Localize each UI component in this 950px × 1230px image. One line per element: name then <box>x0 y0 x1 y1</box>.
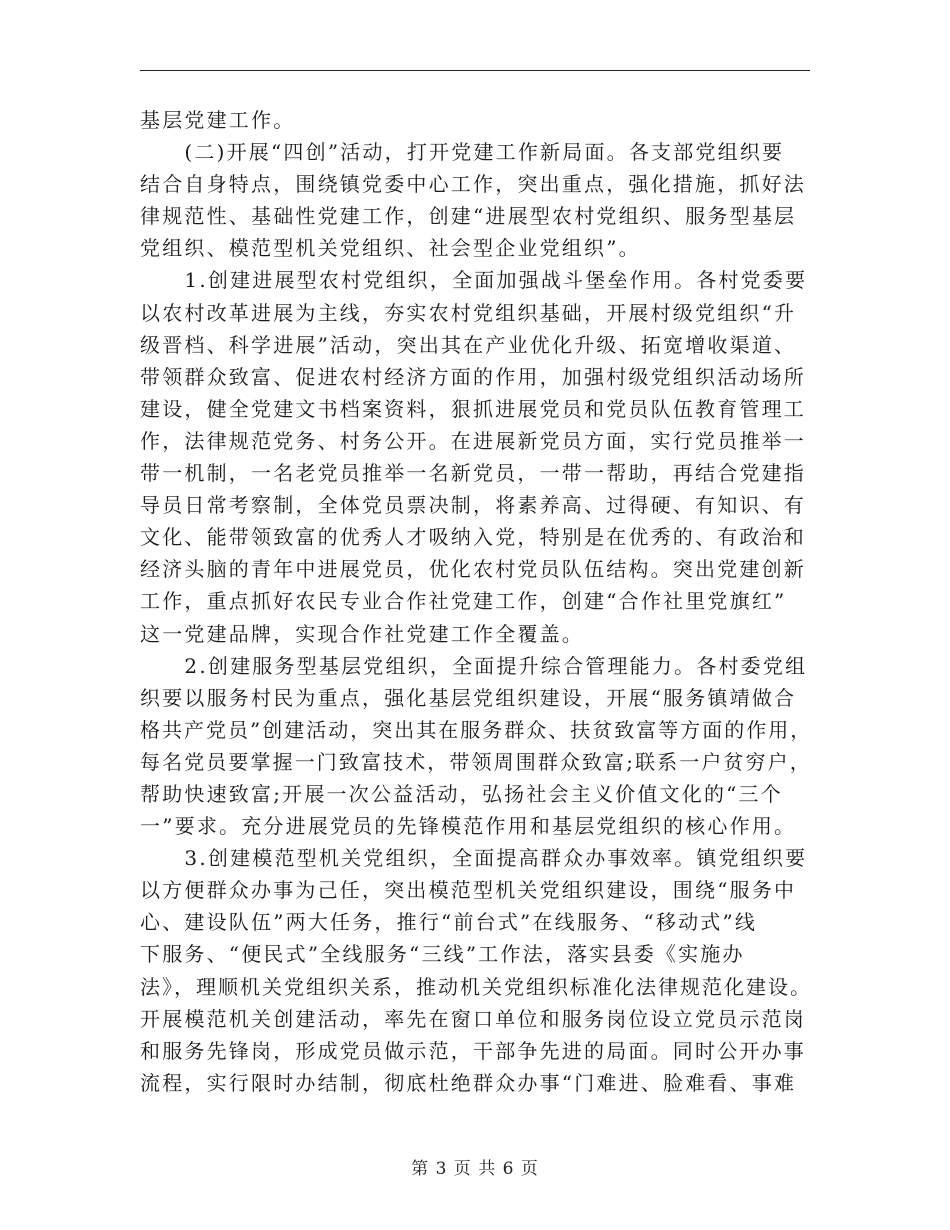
text-line: 建设，健全党建文书档案资料，狠抓进展党员和党员队伍教育管理工 <box>140 396 806 421</box>
text-line: 每名党员要掌握一门致富技术，带领周围群众致富;联系一户贫穷户， <box>140 749 812 774</box>
text-line: (二)开展“四创”活动，打开党建工作新局面。各支部党组织要 <box>140 140 785 165</box>
text-line: 2.创建服务型基层党组织，全面提升综合管理能力。各村委党组 <box>140 653 808 678</box>
text-line: 结合自身特点，围绕镇党委中心工作，突出重点，强化措施，抓好法 <box>140 172 806 197</box>
text-line: 以农村改革进展为主线，夯实农村党组织基础，开展村级党组织“升 <box>140 300 797 325</box>
text-line: 下服务、“便民式”全线服务“三线”工作法，落实县委《实施办 <box>140 942 745 967</box>
text-line: 文化、能带领致富的优秀人才吸纳入党，特别是在优秀的、有政治和 <box>140 525 806 550</box>
text-line: 工作，重点抓好农民专业合作社党建工作，创建“合作社里党旗红” <box>140 589 787 614</box>
text-line: 级晋档、科学进展”活动，突出其在产业优化升级、拓宽增收渠道、 <box>140 332 797 357</box>
text-line: 一”要求。充分进展党员的先锋模范作用和基层党组织的核心作用。 <box>140 814 797 839</box>
text-line: 开展模范机关创建活动，率先在窗口单位和服务岗位设立党员示范岗 <box>140 1006 806 1031</box>
text-line: 格共产党员”创建活动，突出其在服务群众、扶贫致富等方面的作用， <box>140 717 813 742</box>
text-line: 心、建设队伍”两大任务，推行“前台式”在线服务、“移动式”线 <box>140 910 758 935</box>
text-line: 作，法律规范党务、村务公开。在进展新党员方面，实行党员推举一 <box>140 428 806 453</box>
header-divider <box>140 70 810 71</box>
text-line: 3.创建模范型机关党组织，全面提高群众办事效率。镇党组织要 <box>140 846 808 871</box>
page-number-footer: 第 3 页 共 6 页 <box>411 1159 539 1179</box>
text-line: 织要以服务村民为重点，强化基层党组织建设，开展“服务镇靖做合 <box>140 685 797 710</box>
text-line: 律规范性、基础性党建工作，创建“进展型农村党组织、服务型基层 <box>140 204 797 229</box>
text-line: 1.创建进展型农村党组织，全面加强战斗堡垒作用。各村党委要 <box>140 268 808 293</box>
text-line: 经济头脑的青年中进展党员，优化农村党员队伍结构。突出党建创新 <box>140 557 806 582</box>
text-line: 带一机制，一名老党员推举一名新党员，一带一帮助，再结合党建指 <box>140 461 806 486</box>
text-line: 帮助快速致富;开展一次公益活动，弘扬社会主义价值文化的“三个 <box>140 781 783 806</box>
text-line: 基层党建工作。 <box>140 108 296 132</box>
text-line: 流程，实行限时办结制，彻底杜绝群众办事“门难进、脸难看、事难 <box>140 1070 797 1095</box>
text-line: 以方便群众办事为己任，突出模范型机关党组织建设，围绕“服务中 <box>140 878 797 903</box>
text-line: 党组织、模范型机关党组织、社会型企业党组织”。 <box>140 236 641 261</box>
document-body <box>140 104 820 1099</box>
text-line: 法》，理顺机关党组织关系，推动机关党组织标准化法律规范化建设。 <box>140 974 812 999</box>
text-line: 和服务先锋岗，形成党员做示范，干部争先进的局面。同时公开办事 <box>140 1038 806 1063</box>
text-line: 这一党建品牌，实现合作社党建工作全覆盖。 <box>140 621 584 646</box>
text-line: 导员日常考察制，全体党员票决制，将素养高、过得硬、有知识、有 <box>140 493 806 518</box>
text-line: 带领群众致富、促进农村经济方面的作用，加强村级党组织活动场所 <box>140 364 806 389</box>
